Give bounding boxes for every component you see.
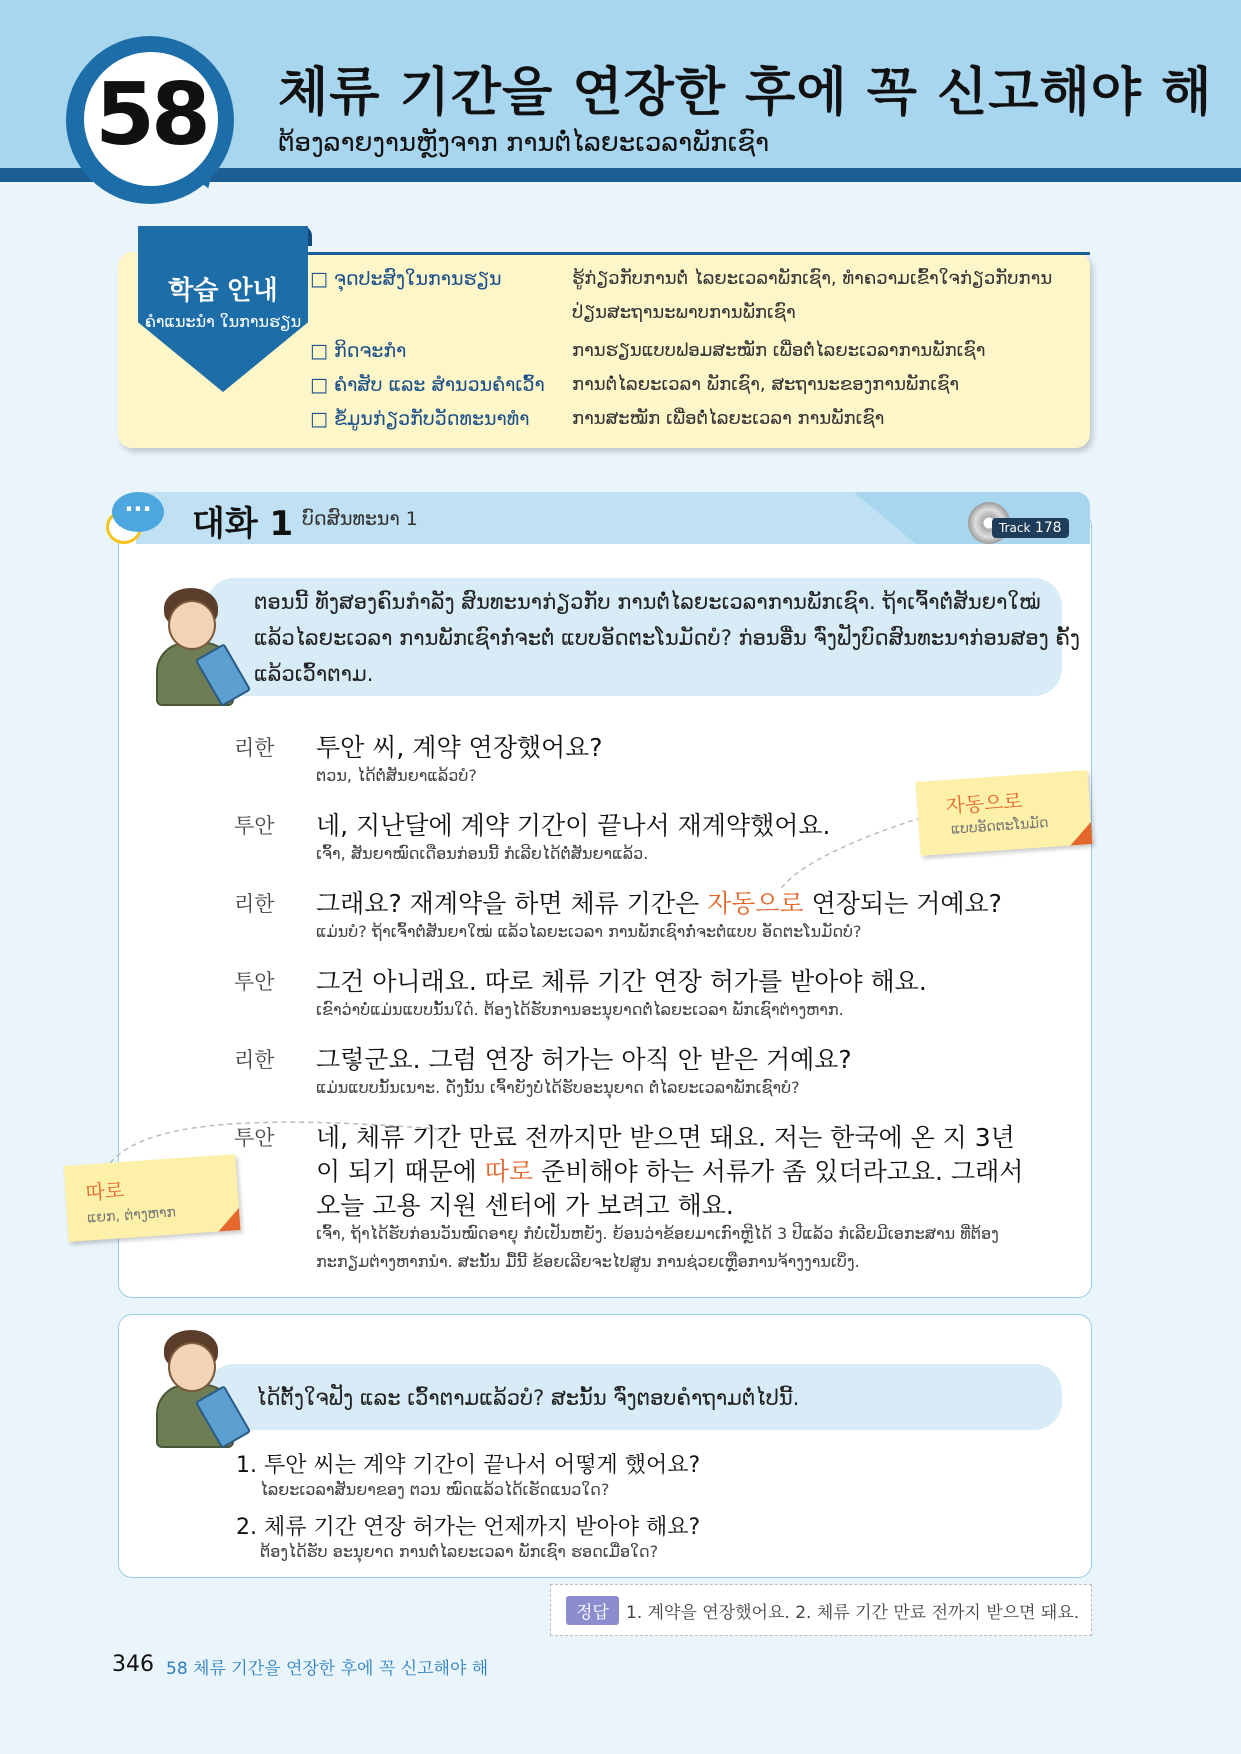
vocab-note-auto [916,770,1093,856]
lesson-title-lao: ຕ້ອງລາຍງານຫຼັງຈາກ ການຕໍ່ໄລຍະເວລາພັກເຊົາ [278,128,770,158]
speaker-tuan: 투안 [234,814,275,838]
line-6-korean-1: 네, 체류 기간 만료 전까지만 받으면 돼요. 저는 한국에 온 지 3년 [316,1123,1015,1152]
figure-face [168,1342,216,1392]
page-number: 346 [112,1652,154,1677]
vocab-note-separately [64,1154,241,1242]
line-5-korean: 그렇군요. 그럼 연장 허가는 아직 안 받은 거예요? [316,1045,852,1074]
guide-label-activity: □ ກິດຈະກຳ [310,340,407,362]
line-3-korean-a: 그래요? 재계약을 하면 체류 기간은 [316,889,708,918]
guide-text-objective: ຮູ້ກ່ຽວກັບການຕໍ່ ໄລຍະເວລາພັກເຊົາ, ທຳຄວາມເຂົ້າໃຈກ່ຽວກັບການ [572,268,1053,289]
guide-text-vocabulary: ການຕໍ່ໄລຍະເວລາ ພັກເຊົາ, ສະຖານະຂອງການພັກເຊົາ [572,374,960,395]
answer-text: 1. 계약을 연장했어요. 2. 체류 기간 만료 전까지 받으면 돼요. [626,1603,1080,1623]
line-6-lao-2: ກະກຽມຕ່າງຫາກນຳ. ສະນັ້ນ ມື້ນີ້ ຂ້ອຍເລີຍຈະໄປສູນ ການຊ່ວຍເຫຼືອການຈ້າງງານເບິ່ງ. [316,1252,860,1271]
question-2-lao: ຕ້ອງໄດ້ຮັບ ອະນຸຍາດ ການຕໍ່ໄລຍະເວລາ ພັກເຊົາ ຮອດເມື່ອໃດ? [260,1542,659,1561]
line-6-korean-3: 오늘 고용 지원 센터에 가 보려고 해요. [316,1191,734,1220]
running-title: 58 체류 기간을 연장한 후에 꼭 신고해야 해 [166,1659,489,1679]
note-fold [217,1208,240,1231]
line-6-korean-2b: 준비해야 하는 서류가 좀 있더라고요. 그래서 [533,1157,1024,1186]
highlight-auto: 자동으로 [707,889,804,918]
note-fold [1069,822,1092,845]
guide-text-objective-2: ປ່ຽນສະຖານະພາບການພັກເຊົາ [572,302,796,323]
figure-face [168,600,216,650]
note-connector-auto [780,815,930,890]
speaker-lihan: 리한 [234,1048,275,1072]
highlight-separately: 따로 [484,1157,534,1186]
guide-text-culture: ການສະໝັກ ເພື່ອຕໍ່ໄລຍະເວລາ ການພັກເຊົາ [572,408,885,429]
line-3-korean-b: 연장되는 거예요? [803,889,1002,918]
lesson-number: 58 [95,65,207,165]
dialogue-title-lao: ບົດສົນທະນາ 1 [302,508,418,530]
study-guide-subtitle: ຄຳແນະນຳ ໃນການຮຽນ [144,312,302,331]
line-3-lao: ແມ່ນບໍ? ຖ້າເຈົ້າຕໍ່ສັນຍາໃໝ່ ແລ້ວໄລຍະເວລາ ການພັກເຊົາກໍ່ຈະຕໍ່ແບບ ອັດຕະໂນມັດບໍ? [316,922,862,941]
question-2: 2. 체류 기간 연장 허가는 언제까지 받아야 해요? [236,1515,701,1540]
study-guide-top-line [300,252,1090,255]
track-badge[interactable] [992,518,1069,538]
study-guide-title: 학습 안내 [168,276,278,306]
guide-label-objective: □ ຈຸດປະສົງໃນການຮຽນ [310,268,502,290]
intro-text-3: ແລ້ວເວົ້າຕາມ. [254,662,374,686]
guide-label-vocabulary: □ ຄຳສັບ ແລະ ສຳນວນຄຳເວົ້າ [310,374,545,396]
line-5-lao: ແມ່ນແບບນັ້ນເນາະ. ດັ່ງນັ້ນ ເຈົ້າຍັງບໍ່ໄດ້ຮັບອະນຸຍາດ ຕໍ່ໄລຍະເວລາພັກເຊົາບໍ? [316,1078,800,1097]
note-separately-lao: ແຍກ, ຕ່າງຫາກ [86,1204,177,1227]
line-1-lao: ຕວນ, ໄດ້ຕໍ່ສັນຍາແລ້ວບໍ? [316,766,477,785]
guide-text-activity: ການຮຽນແບບຟອມສະໝັກ ເພື່ອຕໍ່ໄລຍະເວລາການພັກເຊົາ [572,340,986,361]
speaker-lihan: 리한 [234,736,275,760]
track-label: Track [999,521,1031,535]
note-separately-korean: 따로 [84,1177,125,1205]
line-2-korean: 네, 지난달에 계약 기간이 끝나서 재계약했어요. [316,811,831,840]
dialogue-title: 대화 1 [192,504,294,544]
note-auto-korean: 자동으로 [944,788,1024,819]
guide-label-culture: □ ຂໍ້ມູນກ່ຽວກັບວັດທະນາທຳ [310,408,530,430]
note-auto-lao: ແບບອັດຕະໂນມັດ [950,814,1049,838]
speaker-tuan: 투안 [234,1126,275,1150]
speaker-lihan: 리한 [234,892,275,916]
question-1-lao: ໄລຍະເວລາສັນຍາຂອງ ຕວນ ໝົດແລ້ວໄດ້ເຮັດແນວໃດ? [260,1480,610,1499]
intro-text-2: ແລ້ວໄລຍະເວລາ ການພັກເຊົາກໍ່ຈະຕໍ່ ແບບອັດຕະໂນມັດບໍ? ກ່ອນອື່ນ ຈົ່ງຟັງບົດສົນທະນາກ່ອນສອງ ຄັ້ງ [254,626,1081,650]
line-6-korean-2a: 이 되기 때문에 [316,1157,485,1186]
line-6-lao-1: ເຈົ້າ, ຖ້າໄດ້ຮັບກ່ອນວັນໝົດອາຍຸ ກໍບໍ່ເປັນຫຍັງ. ຍ້ອນວ່າຂ້ອຍມາເກົາຫຼີໄດ້ 3 ປີແລ້ວ ກໍເລີຍມີເອກະສານ ທີ່ຕ້ອງ [316,1224,999,1243]
line-4-korean: 그건 아니래요. 따로 체류 기간 연장 허가를 받아야 해요. [316,967,927,996]
speaker-tuan: 투안 [234,970,275,994]
questions-intro-text: ໄດ້ຕັ້ງໃຈຟັງ ແລະ ເວົ້າຕາມແລ້ວບໍ? ສະນັ້ນ ຈົ່ງຕອບຄຳຖາມຕໍ່ໄປນີ້. [256,1386,800,1410]
question-1: 1. 투안 씨는 계약 기간이 끝나서 어떻게 했어요? [236,1453,701,1478]
track-number: 178 [1034,520,1062,536]
line-2-lao: ເຈົ້າ, ສັນຍາໝົດເດືອນກ່ອນນີ້ ກໍເລີຍໄດ້ຕໍ່ສັນຍາແລ້ວ. [316,844,649,863]
answer-tag: 정답 [566,1596,619,1625]
line-4-lao: ເຂົາວ່າບໍ່ແມ່ນແບບນັ້ນໃດ໋. ຕ້ອງໄດ້ຮັບການອະນຸຍາດຕໍ່ໄລຍະເວລາ ພັກເຊົາຕ່າງຫາກ. [316,1000,844,1019]
chat-dots-icon: ··· [124,495,152,523]
line-1-korean: 투안 씨, 계약 연장했어요? [316,733,603,762]
lesson-title-korean: 체류 기간을 연장한 후에 꼭 신고해야 해 [278,63,1213,123]
intro-text-1: ຕອນນີ້ ທັງສອງຄົນກຳລັງ ສົນທະນາກ່ຽວກັບ ການຕໍ່ໄລຍະເວລາການພັກເຊົາ. ຖ້າເຈົ້າຕໍ່ສັນຍາໃໝ່ [254,590,1041,614]
